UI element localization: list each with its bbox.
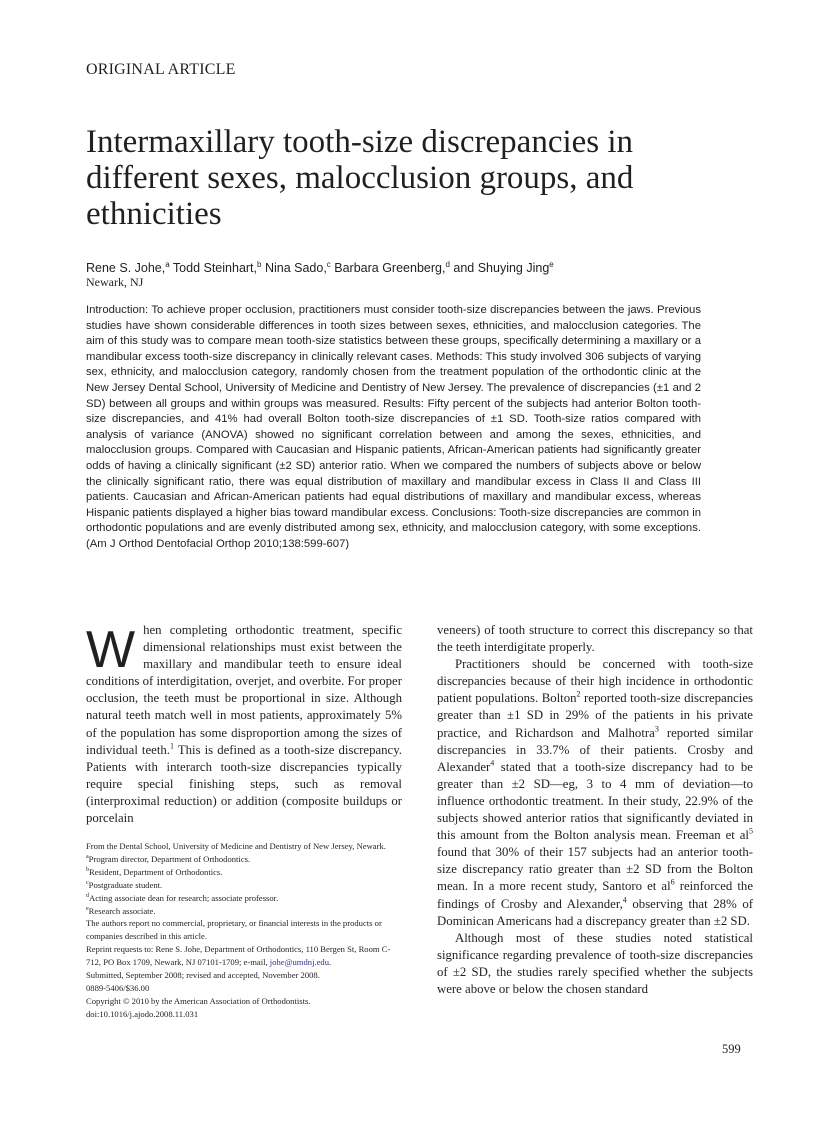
footnote-role: $^e$Research associate. [86, 905, 156, 916]
author-name: Rene S. Johe, [86, 261, 166, 276]
footnote-mark: b [86, 866, 89, 873]
section-label: ORIGINAL ARTICLE [86, 61, 236, 78]
article-title: Intermaxillary tooth-size discrepancies in different sexes, malocclusion groups, and ethnicities [86, 124, 634, 232]
author-name: and Shuying Jing [449, 261, 550, 276]
footnote-role: $^d$Acting associate dean for research; associate professor. [86, 892, 279, 903]
footnote-reprint: Reprint requests to: Rene S. Johe, Department of Orthodontics, 110 Bergen St, Room C-712, PO Box 1709, Newark, NJ 07101-1709; e-mail, johe@umdnj.edu. [86, 944, 391, 968]
footnote-role: $^b$Resident, Department of Orthodontics. [86, 866, 223, 877]
body-text: This is defined as a tooth-size discrepancy. Patients with interarch tooth-size discrepancies typically require special finishing steps, such as removal (interproximal reduction) or addition (composite buildups or porcelain [86, 742, 402, 826]
body-column-right [437, 622, 753, 998]
author-mark: e [549, 260, 554, 269]
author-mark: a [165, 260, 170, 269]
author-mark: d [445, 260, 450, 269]
footnotes [86, 840, 402, 1021]
body-text: hen completing orthodontic treatment, specific dimensional relationships must exist between the maxillary and mandibular teeth to ensure ideal conditions of interdigitation, overjet, and overbite. For proper occlusion, the teeth must be proportional in size. Although natural teeth match well in most patients, approximately 5% of the population has some disproportion among the sizes of individual teeth. [86, 623, 402, 757]
author-location: Newark, NJ [86, 275, 144, 289]
footnote-disclosure: The authors report no commercial, proprietary, or financial interests in the products or companies described in this article. [86, 918, 382, 942]
body-paragraph: Practitioners should be concerned with tooth-size discrepancies because of their high incidence in orthodontic patient populations. Bolton$^2$ reported tooth-size discrepancies greater than ±1 SD in 29% of the patients in his private practice, and Richardson and Malhotra$^3$ reported similar discrepancies in 33.7% of their patients. Crosby and Alexander$^4$ stated that a tooth-size discrepancy had to be greater than ±2 SD—eg, 3 to 4 mm of deviation—to influence orthodontic treatment. In their study, 22.9% of the subjects showed anterior ratios that significantly deviated in this amount from the Bolton analysis mean. Freeman et $al^5$ found that 30% of their 157 subjects had an anterior tooth-size discrepancy ratio greater than ±2 SD from the Bolton mean. In a more recent study, Santoro et $al^6$ reinforced the findings of Crosby and Alexander,$^4$ observing that 28% of Dominican Americans had a discrepancy greater than ±2 SD. [437, 657, 754, 928]
reference-mark: 2 [576, 690, 581, 700]
body-paragraph: veneers) of tooth structure to correct this discrepancy so that the teeth interdigitate properly. [437, 623, 753, 655]
author-mark: c [326, 260, 331, 269]
page-number: 599 [722, 1042, 741, 1056]
author-mark: b [257, 260, 262, 269]
body-paragraph: Although most of these studies noted statistical significance regarding prevalence of tooth-size discrepancies of ±2 SD, the studies rarely specified whether the subjects were above or below the chosen standard [437, 930, 753, 996]
drop-cap: W [86, 621, 136, 679]
email-link[interactable]: johe@umdnj.edu [269, 957, 330, 968]
footnote-doi: doi:10.1016/j.ajodo.2008.11.031 [86, 1008, 199, 1019]
body-column-left [86, 622, 402, 827]
author-name: Nina Sado, [261, 261, 327, 276]
author-list [86, 257, 746, 276]
footnote-affiliation: From the Dental School, University of Medicine and Dentistry of New Jersey, Newark. [86, 841, 386, 851]
footnote-mark: d [86, 892, 89, 899]
footnote-copyright: Copyright © 2010 by the American Association of Orthodontists. [86, 995, 311, 1006]
footnote-issn: 0889-5406/$36.00 [86, 982, 150, 993]
reference-mark: 6 [670, 878, 675, 888]
author-name: Barbara Greenberg, [330, 261, 446, 276]
footnote-mark: e [86, 905, 89, 912]
reference-mark: 4 [490, 758, 495, 768]
footnote-mark: a [86, 854, 89, 861]
footnote-mark: c [86, 879, 89, 886]
reference-mark: 3 [654, 724, 659, 734]
reference-mark: 4 [622, 895, 627, 905]
reference-mark: 5 [749, 826, 753, 836]
footnote-role: $^a$Program director, Department of Orthodontics. [86, 853, 251, 864]
reference-mark: 1 [170, 741, 175, 751]
abstract: Introduction: To achieve proper occlusion, practitioners must consider tooth-size discrepancies between the jaws. Previous studies have shown considerable differences in tooth sizes between sexes, ethnicities, and malocclusion categories. The aim of this study was to compare mean tooth-size statistics between these groups, specifically determining a maxillary or a mandibular excess tooth-size discrepancy in clinically relevant cases. Methods: This study involved 306 subjects of varying sex, ethnicity, and malocclusion category, randomly chosen from the treatment population of the orthodontic clinic at the New Jersey Dental School, University of Medicine and Dentistry of New Jersey. The prevalence of discrepancies (±1 and 2 SD) between all groups and within groups was measured. Results: Fifty percent of the subjects had anterior Bolton tooth-size discrepancies, and 41% had overall Bolton tooth-size discrepancies of ±1 SD. Tooth-size ratios compared with analysis of variance (ANOVA) showed no significant correlation between and among the sexes, ethnicities, and malocclusion groups. Compared with Caucasian and Hispanic patients, African-American patients had significantly greater odds of having a clinically significant (±2 SD) anterior ratio. When we compared the numbers of subjects above or below the clinically significant ratio, there was equal distribution of maxillary and mandibular excess in Class II and Class III patients. Caucasian and African-American patients had equal distributions of maxillary and mandibular excess, whereas Hispanic patients displayed a higher bias toward mandibular excess. Conclusions: Tooth-size discrepancies are common in orthodontic populations and are evenly distributed among sex, ethnicity, and malocclusion category, with some exceptions. (Am J Orthod Dentofacial Orthop 2010;138:599-607) [86, 304, 701, 550]
footnote-role: $^c$Postgraduate student. [86, 879, 163, 890]
author-name: Todd Steinhart, [169, 261, 258, 276]
footnote-submitted: Submitted, September 2008; revised and accepted, November 2008. [86, 970, 320, 981]
